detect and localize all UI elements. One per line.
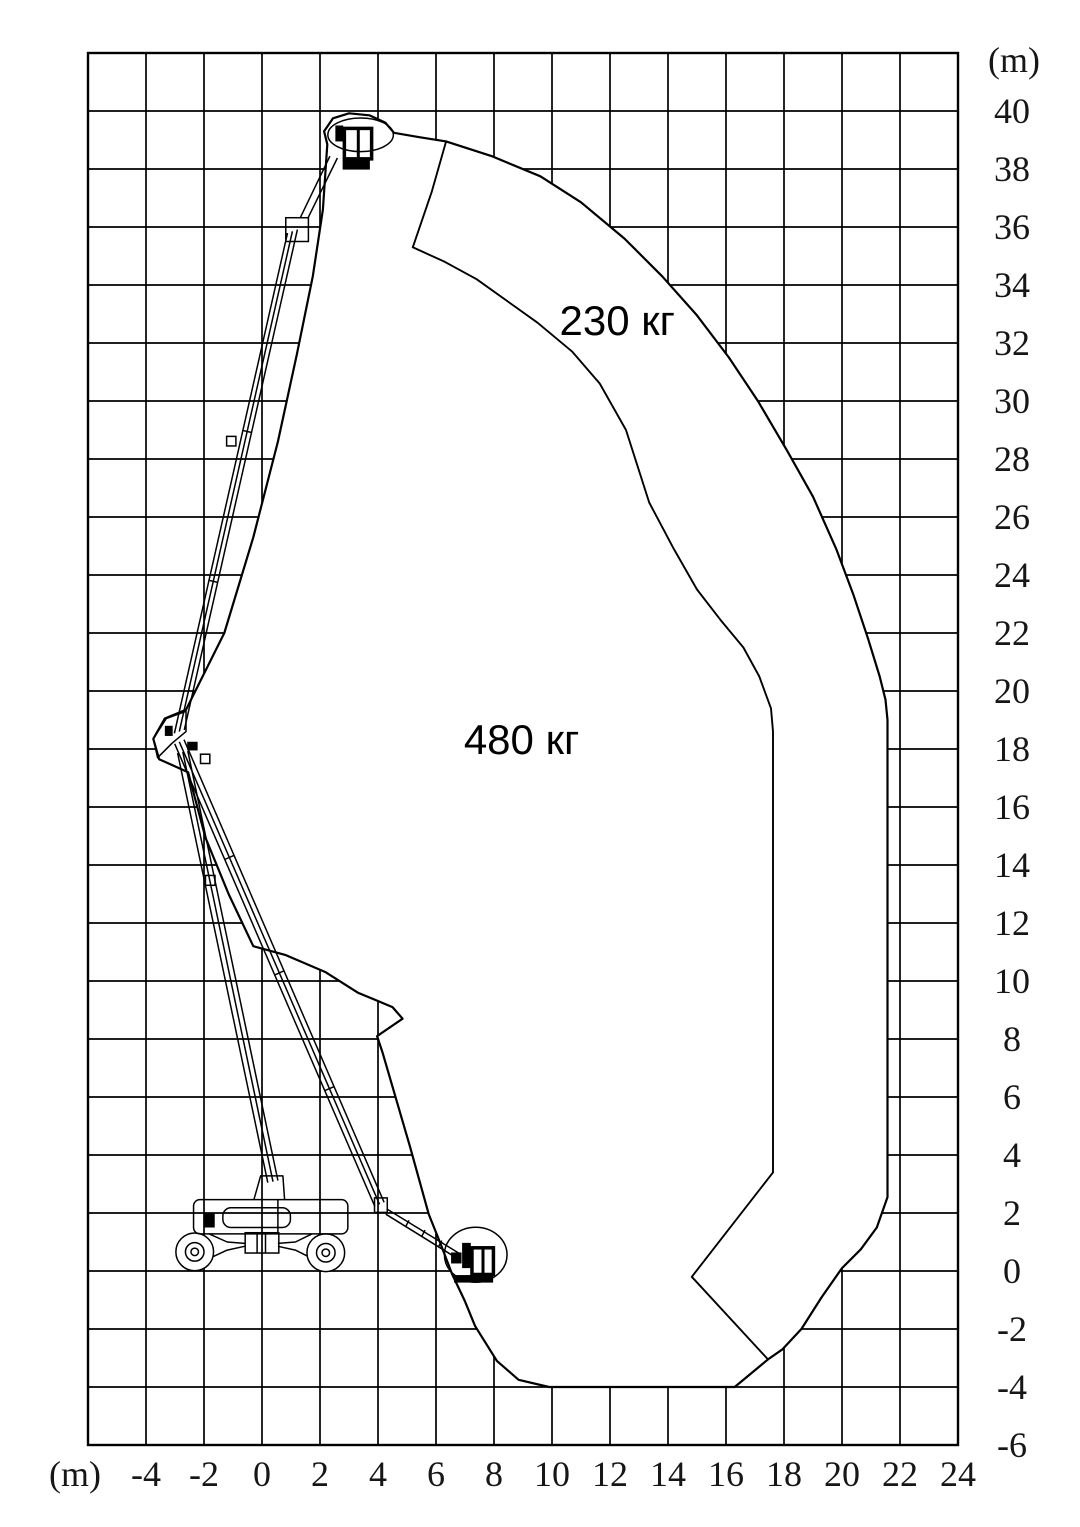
- y-tick-label: 10: [994, 961, 1030, 1001]
- y-tick-label: 12: [994, 903, 1030, 943]
- x-tick-label: 24: [940, 1454, 976, 1494]
- x-tick-label: -4: [131, 1454, 161, 1494]
- y-tick-label: 14: [994, 845, 1030, 885]
- x-tick-label: 22: [882, 1454, 918, 1494]
- x-axis-unit-label: (m): [49, 1454, 101, 1494]
- y-tick-label: 16: [994, 787, 1030, 827]
- y-tick-label: 28: [994, 439, 1030, 479]
- y-tick-label: 0: [1003, 1251, 1021, 1291]
- x-tick-label: 0: [253, 1454, 271, 1494]
- y-axis-unit-label: (m): [988, 40, 1040, 80]
- y-tick-label: 34: [994, 265, 1030, 305]
- y-tick-label: 40: [994, 91, 1030, 131]
- y-tick-label: 2: [1003, 1193, 1021, 1233]
- y-tick-label: 18: [994, 729, 1030, 769]
- x-tick-label: 18: [766, 1454, 802, 1494]
- y-tick-label: -4: [997, 1367, 1027, 1407]
- y-tick-label: 22: [994, 613, 1030, 653]
- zone-label-480kg: 480 кг: [463, 716, 580, 764]
- x-tick-label: 12: [592, 1454, 628, 1494]
- y-tick-label: 32: [994, 323, 1030, 363]
- y-tick-label: 24: [994, 555, 1030, 595]
- y-tick-label: 8: [1003, 1019, 1021, 1059]
- y-tick-label: 38: [994, 149, 1030, 189]
- x-tick-label: 10: [534, 1454, 570, 1494]
- x-tick-label: 6: [427, 1454, 445, 1494]
- y-tick-label: 30: [994, 381, 1030, 421]
- y-tick-label: 4: [1003, 1135, 1021, 1175]
- x-tick-label: 8: [485, 1454, 503, 1494]
- y-tick-label: 26: [994, 497, 1030, 537]
- y-tick-label: 6: [1003, 1077, 1021, 1117]
- x-tick-label: 14: [650, 1454, 686, 1494]
- zone-label-230kg: 230 кг: [559, 297, 675, 345]
- y-tick-label: 36: [994, 207, 1030, 247]
- y-tick-label: 20: [994, 671, 1030, 711]
- x-tick-label: 20: [824, 1454, 860, 1494]
- y-tick-label: -6: [997, 1425, 1027, 1465]
- y-tick-label: -2: [997, 1309, 1027, 1349]
- x-tick-label: -2: [189, 1454, 219, 1494]
- x-tick-label: 2: [311, 1454, 329, 1494]
- x-tick-label: 16: [708, 1454, 744, 1494]
- x-tick-label: 4: [369, 1454, 387, 1494]
